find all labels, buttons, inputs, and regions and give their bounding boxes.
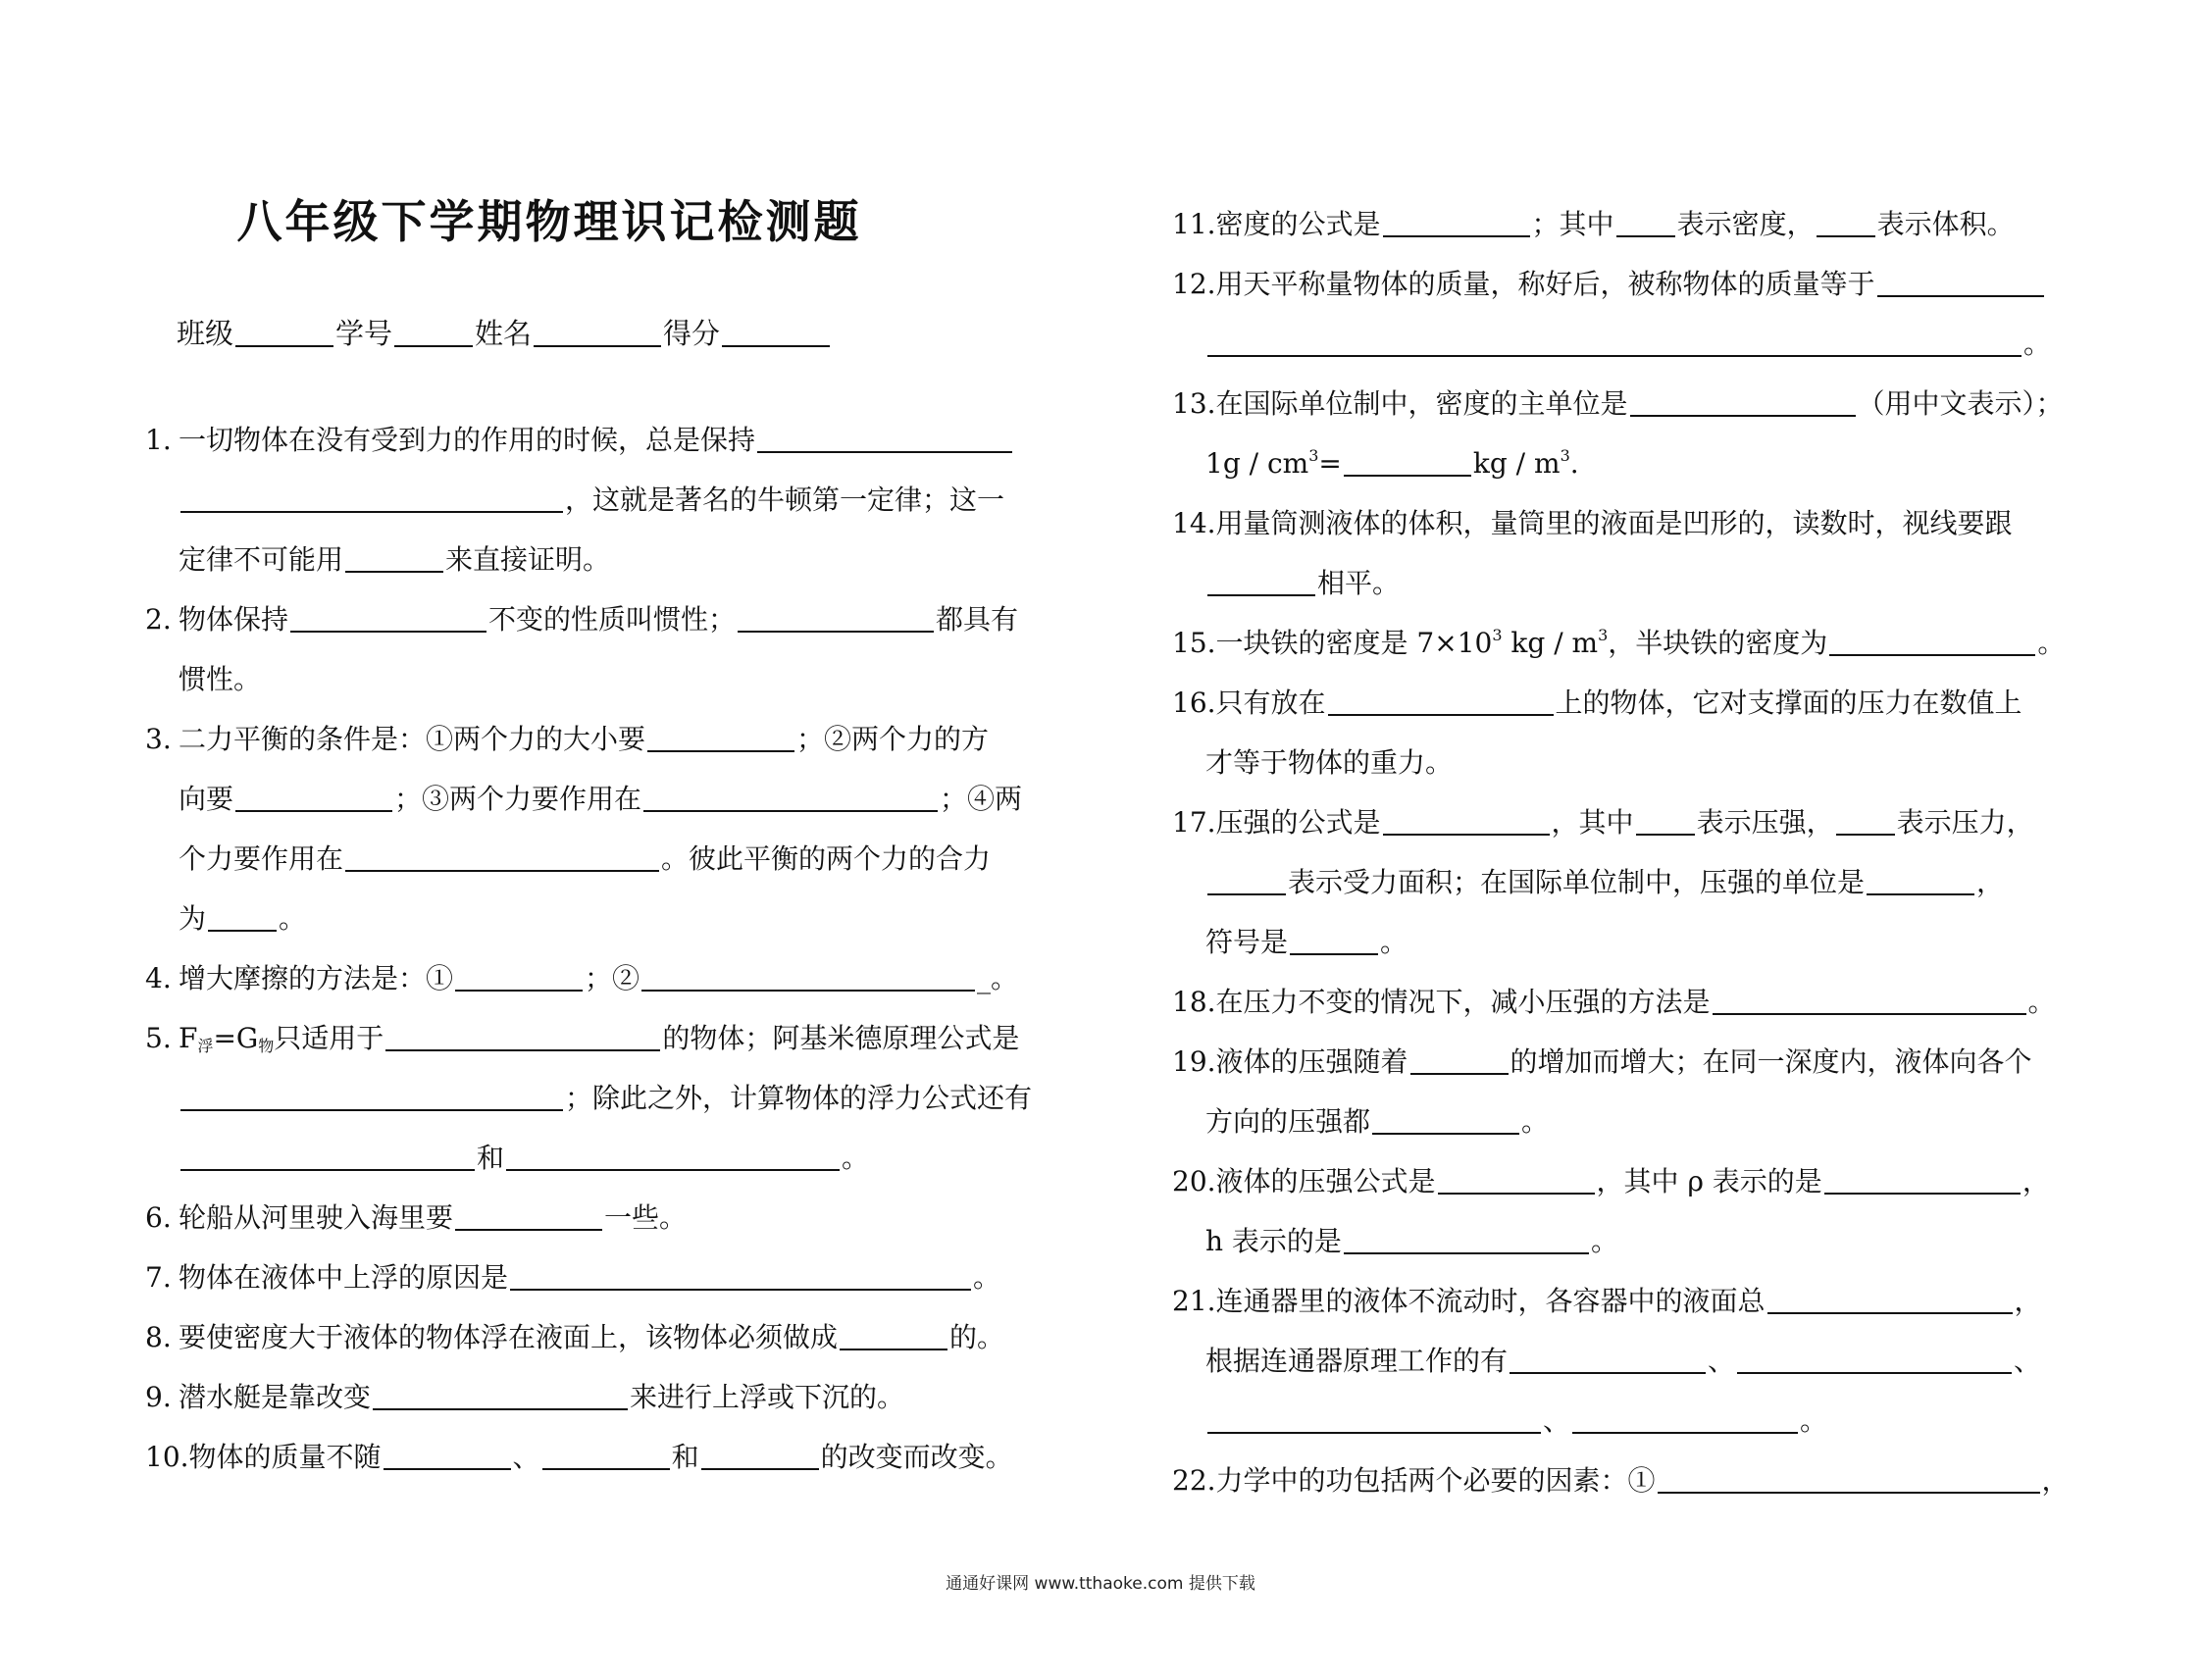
question-number: 9. xyxy=(145,1381,172,1413)
question-text: 和 xyxy=(671,1441,699,1473)
right-column xyxy=(1172,194,2084,1510)
answer-blank[interactable] xyxy=(384,1439,511,1470)
subscript: 物 xyxy=(258,1037,275,1055)
name-label: 姓名 xyxy=(475,317,533,350)
answer-blank[interactable] xyxy=(542,1439,670,1470)
question-text: 向要 xyxy=(179,783,234,815)
question-text: 才等于物体的重力。 xyxy=(1205,746,1454,779)
answer-blank[interactable] xyxy=(1824,1163,2021,1195)
question-text: 不变的性质叫惯性； xyxy=(488,603,737,636)
question-2 xyxy=(145,589,1048,709)
answer-blank[interactable] xyxy=(647,721,794,752)
question-number: 12. xyxy=(1172,268,1216,300)
question-18 xyxy=(1172,972,2084,1032)
answer-blank[interactable] xyxy=(1767,1283,2013,1314)
question-text: ，这就是著名的牛顿第一定律；这一 xyxy=(565,484,1005,516)
class-field[interactable] xyxy=(235,316,333,347)
question-text: 力学中的功包括两个必要的因素：① xyxy=(1215,1464,1656,1497)
question-text: = xyxy=(1318,447,1342,480)
question-number: 7. xyxy=(145,1261,172,1294)
answer-blank[interactable] xyxy=(1344,445,1471,477)
question-text: 来直接证明。 xyxy=(445,543,611,576)
answer-blank[interactable] xyxy=(510,1259,971,1291)
answer-blank[interactable] xyxy=(641,960,975,992)
score-label: 得分 xyxy=(663,317,721,350)
answer-blank[interactable] xyxy=(1713,984,2026,1015)
question-number: 15. xyxy=(1172,627,1216,659)
answer-blank[interactable] xyxy=(345,541,443,573)
question-text: 、 xyxy=(2014,1345,2042,1377)
answer-blank[interactable] xyxy=(373,1379,628,1410)
question-21 xyxy=(1172,1271,2084,1451)
answer-blank[interactable] xyxy=(1410,1044,1509,1075)
question-text: 只适用于 xyxy=(274,1022,384,1054)
question-number: 4. xyxy=(145,962,172,994)
answer-blank[interactable] xyxy=(1658,1462,2040,1494)
question-5 xyxy=(145,1008,1048,1188)
id-label: 学号 xyxy=(335,317,393,350)
question-8 xyxy=(145,1307,1048,1367)
question-1 xyxy=(145,410,1048,589)
answer-blank[interactable] xyxy=(1328,685,1554,716)
superscript: 3 xyxy=(1560,446,1570,465)
question-text: 的改变而改变。 xyxy=(820,1441,1013,1473)
question-number: 20. xyxy=(1172,1165,1216,1197)
question-text: 。 xyxy=(2023,328,2052,360)
question-13 xyxy=(1172,374,2084,493)
answer-blank[interactable] xyxy=(1438,1163,1595,1195)
question-text: 用量筒测液体的体积，量筒里的液面是凹形的，读数时，视线要跟 xyxy=(1215,507,2013,539)
answer-blank[interactable] xyxy=(180,1140,475,1171)
question-10 xyxy=(145,1427,1048,1487)
answer-blank[interactable] xyxy=(1636,804,1695,836)
question-number: 16. xyxy=(1172,687,1216,719)
question-text: ， xyxy=(2014,1285,2042,1317)
question-text: 根据连通器原理工作的有 xyxy=(1205,1345,1509,1377)
answer-blank[interactable] xyxy=(506,1140,840,1171)
question-text: 。 xyxy=(1521,1105,1550,1138)
question-22 xyxy=(1172,1451,2084,1510)
question-text: F xyxy=(179,1022,198,1054)
question-text: 。 xyxy=(2027,986,2056,1018)
question-number: 5. xyxy=(145,1022,172,1054)
answer-blank[interactable] xyxy=(738,601,934,633)
question-number: 21. xyxy=(1172,1285,1216,1317)
question-text: 在压力不变的情况下，减小压强的方法是 xyxy=(1215,986,1711,1018)
student-info-row xyxy=(177,312,981,352)
question-text: 物体在液体中上浮的原因是 xyxy=(179,1261,509,1294)
question-text: 液体的压强随着 xyxy=(1215,1045,1408,1078)
question-text: 定律不可能用 xyxy=(179,543,344,576)
question-text: ，其中 ρ 表示的是 xyxy=(1596,1165,1822,1197)
answer-blank[interactable] xyxy=(385,1020,660,1051)
question-4 xyxy=(145,948,1048,1008)
name-field[interactable] xyxy=(534,316,661,347)
answer-blank[interactable] xyxy=(235,781,392,812)
answer-blank[interactable] xyxy=(1207,864,1286,895)
question-number: 6. xyxy=(145,1201,172,1234)
question-text: ， xyxy=(2041,1464,2070,1497)
question-text: 的物体；阿基米德原理公式是 xyxy=(662,1022,1020,1054)
class-label: 班级 xyxy=(177,317,234,350)
answer-blank[interactable] xyxy=(180,1080,563,1111)
answer-blank[interactable] xyxy=(290,601,486,633)
question-text: 密度的公式是 xyxy=(1215,208,1381,240)
question-number: 17. xyxy=(1172,806,1216,839)
question-text: 一些。 xyxy=(604,1201,688,1234)
question-text: 二力平衡的条件是：①两个力的大小要 xyxy=(179,723,646,755)
question-text: 相平。 xyxy=(1317,567,1401,599)
question-text: 上的物体，它对支撑面的压力在数值上 xyxy=(1555,687,2022,719)
question-number: 3. xyxy=(145,723,172,755)
question-text: 都具有 xyxy=(936,603,1019,636)
question-text: 。 xyxy=(2037,627,2066,659)
question-16 xyxy=(1172,673,2084,792)
question-text: 一切物体在没有受到力的作用的时候，总是保持 xyxy=(179,424,756,456)
question-text: 、 xyxy=(512,1441,540,1473)
answer-blank[interactable] xyxy=(345,840,659,872)
question-text: 。彼此平衡的两个力的合力 xyxy=(661,842,992,875)
superscript: 3 xyxy=(1598,626,1609,644)
question-text: 个力要作用在 xyxy=(179,842,344,875)
question-number: 19. xyxy=(1172,1045,1216,1078)
question-text: 。 xyxy=(1800,1404,1828,1437)
question-text: ；除此之外，计算物体的浮力公式还有 xyxy=(565,1082,1033,1114)
answer-blank[interactable] xyxy=(1290,924,1378,955)
question-text: 物体保持 xyxy=(179,603,289,636)
question-20 xyxy=(1172,1151,2084,1271)
answer-blank[interactable] xyxy=(1616,206,1675,237)
question-7 xyxy=(145,1247,1048,1307)
id-field[interactable] xyxy=(394,316,473,347)
question-17 xyxy=(1172,792,2084,972)
question-number: 8. xyxy=(145,1321,172,1353)
answer-blank[interactable] xyxy=(1207,1402,1541,1434)
question-text: ；② xyxy=(585,962,640,994)
answer-blank[interactable] xyxy=(1572,1402,1798,1434)
question-text: 轮船从河里驶入海里要 xyxy=(179,1201,454,1234)
answer-blank[interactable] xyxy=(455,960,583,992)
question-text: 要使密度大于液体的物体浮在液面上，该物体必须做成 xyxy=(179,1321,839,1353)
question-text: 潜水艇是靠改变 xyxy=(179,1381,372,1413)
question-text: ， xyxy=(1976,866,2005,898)
question-text: . xyxy=(1569,447,1579,480)
question-19 xyxy=(1172,1032,2084,1151)
question-14 xyxy=(1172,493,2084,613)
answer-blank[interactable] xyxy=(1877,266,2044,297)
question-text: 表示受力面积；在国际单位制中，压强的单位是 xyxy=(1288,866,1866,898)
answer-blank[interactable] xyxy=(1372,1103,1519,1135)
question-text: 物体的质量不随 xyxy=(188,1441,382,1473)
question-text: ；②两个力的方 xyxy=(796,723,990,755)
answer-blank[interactable] xyxy=(840,1319,947,1350)
answer-blank[interactable] xyxy=(1383,804,1550,836)
answer-blank[interactable] xyxy=(1344,1223,1589,1254)
question-text: 。 xyxy=(842,1142,870,1174)
question-text: 的。 xyxy=(949,1321,1005,1353)
question-text: kg / m xyxy=(1472,447,1561,480)
question-text: ，半块铁的密度为 xyxy=(1608,627,1828,659)
answer-blank[interactable] xyxy=(180,482,563,513)
question-15 xyxy=(1172,613,2084,673)
answer-blank[interactable] xyxy=(1737,1343,2012,1374)
question-number: 22. xyxy=(1172,1464,1216,1497)
question-text: ，其中 xyxy=(1551,806,1634,839)
subscript: 浮 xyxy=(197,1037,214,1055)
answer-blank[interactable] xyxy=(701,1439,819,1470)
answer-blank[interactable] xyxy=(1630,385,1856,417)
question-12 xyxy=(1172,254,2084,374)
answer-blank[interactable] xyxy=(1510,1343,1706,1374)
question-text: ；其中 xyxy=(1531,208,1614,240)
question-text: 。 xyxy=(1380,926,1408,958)
page-title: 八年级下学期物理识记检测题 xyxy=(236,195,862,248)
question-text: 连通器里的液体不流动时，各容器中的液面总 xyxy=(1215,1285,1766,1317)
question-number: 13. xyxy=(1172,387,1216,420)
answer-blank[interactable] xyxy=(455,1199,602,1231)
answer-blank[interactable] xyxy=(1383,206,1530,237)
question-text: 符号是 xyxy=(1205,926,1289,958)
question-text: 只有放在 xyxy=(1215,687,1326,719)
question-text: h 表示的是 xyxy=(1205,1225,1342,1257)
answer-blank[interactable] xyxy=(1817,206,1875,237)
question-text: 表示压强， xyxy=(1696,806,1834,839)
question-text: 用天平称量物体的质量，称好后，被称物体的质量等于 xyxy=(1215,268,1875,300)
question-text: 表示压力， xyxy=(1896,806,2034,839)
question-number: 14. xyxy=(1172,507,1216,539)
question-number: 18. xyxy=(1172,986,1216,1018)
question-text: 惯性。 xyxy=(179,663,262,695)
question-text: 来进行上浮或下沉的。 xyxy=(630,1381,905,1413)
question-11 xyxy=(1172,194,2084,254)
score-field[interactable] xyxy=(722,316,830,347)
question-text: 、 xyxy=(1708,1345,1736,1377)
question-text: 。 xyxy=(279,902,307,935)
question-text: （用中文表示）； xyxy=(1857,387,2064,420)
question-text: ；④两 xyxy=(940,783,1023,815)
footer-source: 通通好课网 www.tthaoke.com 提供下载 xyxy=(946,1574,1255,1594)
question-text: 增大摩擦的方法是：① xyxy=(179,962,454,994)
question-text: 1g / cm xyxy=(1205,447,1309,480)
question-text: 、 xyxy=(1543,1404,1571,1437)
question-3 xyxy=(145,709,1048,948)
answer-blank[interactable] xyxy=(643,781,938,812)
question-number: 2. xyxy=(145,603,172,636)
question-text: 表示密度， xyxy=(1676,208,1815,240)
answer-blank[interactable] xyxy=(1207,565,1315,596)
question-text: 方向的压强都 xyxy=(1205,1105,1371,1138)
question-text: kg / m xyxy=(1502,627,1599,659)
question-text: 。 xyxy=(1590,1225,1618,1257)
question-number: 10. xyxy=(145,1441,189,1473)
question-text: 的增加而增大；在同一深度内，液体向各个 xyxy=(1510,1045,2032,1078)
superscript: 3 xyxy=(1492,626,1503,644)
question-6 xyxy=(145,1188,1048,1247)
answer-blank[interactable] xyxy=(1207,326,2022,357)
question-text: 。 xyxy=(973,1261,1001,1294)
answer-blank[interactable] xyxy=(1836,804,1895,836)
question-number: 11. xyxy=(1172,208,1216,240)
question-text: 压强的公式是 xyxy=(1215,806,1381,839)
answer-blank[interactable] xyxy=(1829,625,2035,656)
question-text: 液体的压强公式是 xyxy=(1215,1165,1436,1197)
question-text: 一块铁的密度是 7×10 xyxy=(1215,627,1493,659)
question-number: 1. xyxy=(145,424,172,456)
question-text: ， xyxy=(2022,1165,2050,1197)
question-text: 和 xyxy=(477,1142,505,1174)
superscript: 3 xyxy=(1308,446,1319,465)
question-text: =G xyxy=(213,1022,259,1054)
left-column xyxy=(145,410,1048,1487)
answer-blank[interactable] xyxy=(1867,864,1974,895)
question-9 xyxy=(145,1367,1048,1427)
question-text: _。 xyxy=(977,962,1019,994)
question-text: 在国际单位制中，密度的主单位是 xyxy=(1215,387,1628,420)
question-text: 为 xyxy=(179,902,207,935)
question-text: ；③两个力要作用在 xyxy=(394,783,642,815)
question-text: 表示体积。 xyxy=(1876,208,2015,240)
answer-blank[interactable] xyxy=(757,422,1012,453)
answer-blank[interactable] xyxy=(208,900,277,932)
